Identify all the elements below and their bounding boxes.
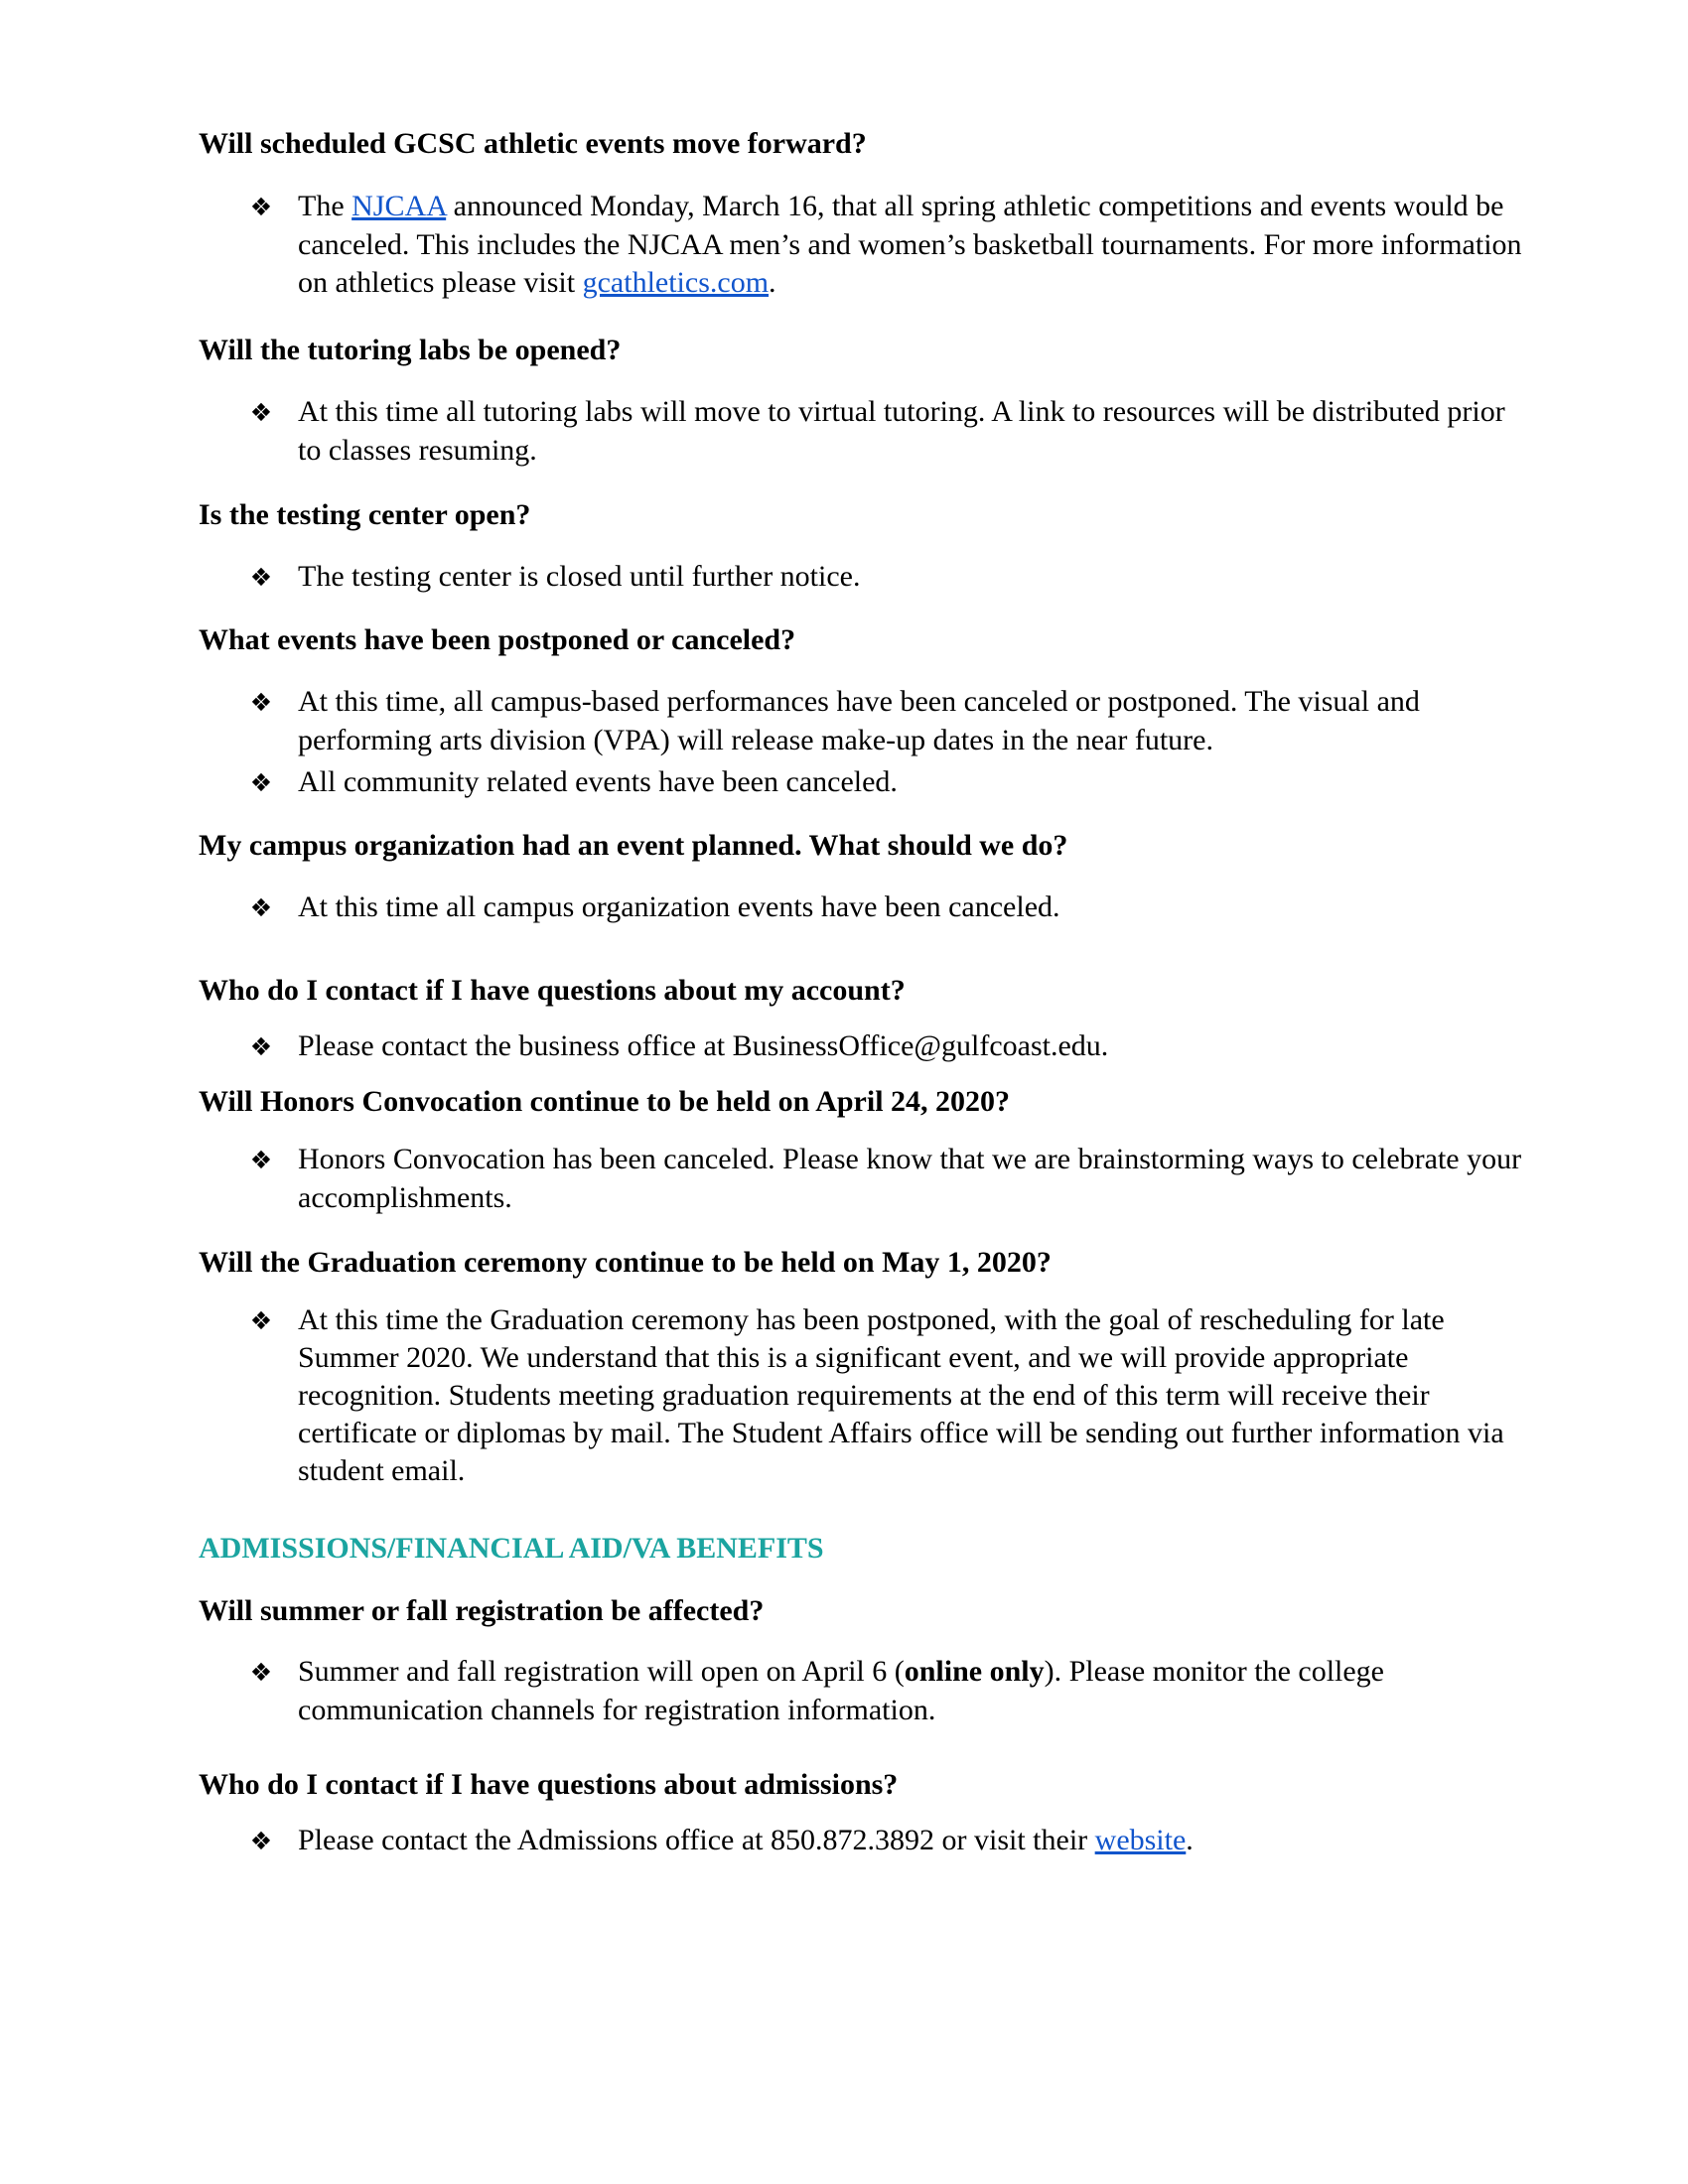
four-diamond-bullet-icon: ❖ (249, 893, 273, 922)
gcathletics-link[interactable]: gcathletics.com (582, 266, 770, 299)
question-heading: Will the Graduation ceremony continue to be held on May 1, 2020? (199, 1246, 1052, 1279)
section-heading: ADMISSIONS/FINANCIAL AID/VA BENEFITS (199, 1532, 824, 1565)
four-diamond-bullet-icon: ❖ (249, 1306, 273, 1335)
four-diamond-bullet-icon: ❖ (249, 1658, 273, 1687)
question-heading: Is the testing center open? (199, 498, 531, 531)
answer-text: Please contact the business office at BusinessOffice@gulfcoast.edu. (298, 1029, 1109, 1062)
answer-text: Please contact the Admissions office at 850.872.3892 or visit their website. (298, 1824, 1194, 1856)
answer-text: At this time all tutoring labs will move to virtual tutoring. A link to resources will be distributed prior to classes resuming. (298, 395, 1505, 467)
question-heading: Will scheduled GCSC athletic events move forward? (199, 127, 867, 160)
answer-text: At this time all campus organization events have been canceled. (298, 890, 1060, 923)
four-diamond-bullet-icon: ❖ (249, 1827, 273, 1855)
answer-text: At this time, all campus-based performances have been canceled or postponed. The visual and performing arts division (VPA) will release make-up dates in the near future. (298, 685, 1420, 756)
answer-text: Summer and fall registration will open on April 6 (online only). Please monitor the college communication channels for registration information. (298, 1655, 1385, 1726)
question-heading: Will the tutoring labs be opened? (199, 334, 622, 366)
question-heading: Will Honors Convocation continue to be held on April 24, 2020? (199, 1085, 1011, 1118)
question-heading: Will summer or fall registration be affected? (199, 1594, 765, 1627)
four-diamond-bullet-icon: ❖ (249, 398, 273, 427)
answer-text: The testing center is closed until further notice. (298, 560, 861, 593)
njcaa-link[interactable]: NJCAA (352, 190, 447, 222)
four-diamond-bullet-icon: ❖ (249, 193, 273, 221)
question-heading: Who do I contact if I have questions about admissions? (199, 1768, 899, 1801)
question-heading: What events have been postponed or canceled? (199, 623, 796, 656)
question-heading: My campus organization had an event planned. What should we do? (199, 829, 1068, 862)
admissions-website-link[interactable]: website (1094, 1824, 1187, 1856)
answer-text: At this time the Graduation ceremony has been postponed, with the goal of rescheduling for late Summer 2020. We understand that this is a significant event, and we will provide appropriate recognition. Students meeting graduation requirements at the end of this term will receive their certificate or diplomas by mail. The Student Affairs office will be sending out further information via student email. (298, 1303, 1504, 1487)
four-diamond-bullet-icon: ❖ (249, 688, 273, 717)
answer-text: All community related events have been canceled. (298, 765, 898, 798)
question-heading: Who do I contact if I have questions about my account? (199, 974, 906, 1007)
four-diamond-bullet-icon: ❖ (249, 563, 273, 592)
online-only-emphasis: online only (904, 1655, 1045, 1688)
four-diamond-bullet-icon: ❖ (249, 1146, 273, 1174)
answer-text: Honors Convocation has been canceled. Please know that we are brainstorming ways to celebrate your accomplishments. (298, 1143, 1522, 1214)
four-diamond-bullet-icon: ❖ (249, 768, 273, 797)
answer-text: The NJCAA announced Monday, March 16, that all spring athletic competitions and events would be canceled. This includes the NJCAA men’s and women’s basketball tournaments. For more information on athletics please visit gcathletics.com. (298, 190, 1522, 299)
four-diamond-bullet-icon: ❖ (249, 1032, 273, 1061)
